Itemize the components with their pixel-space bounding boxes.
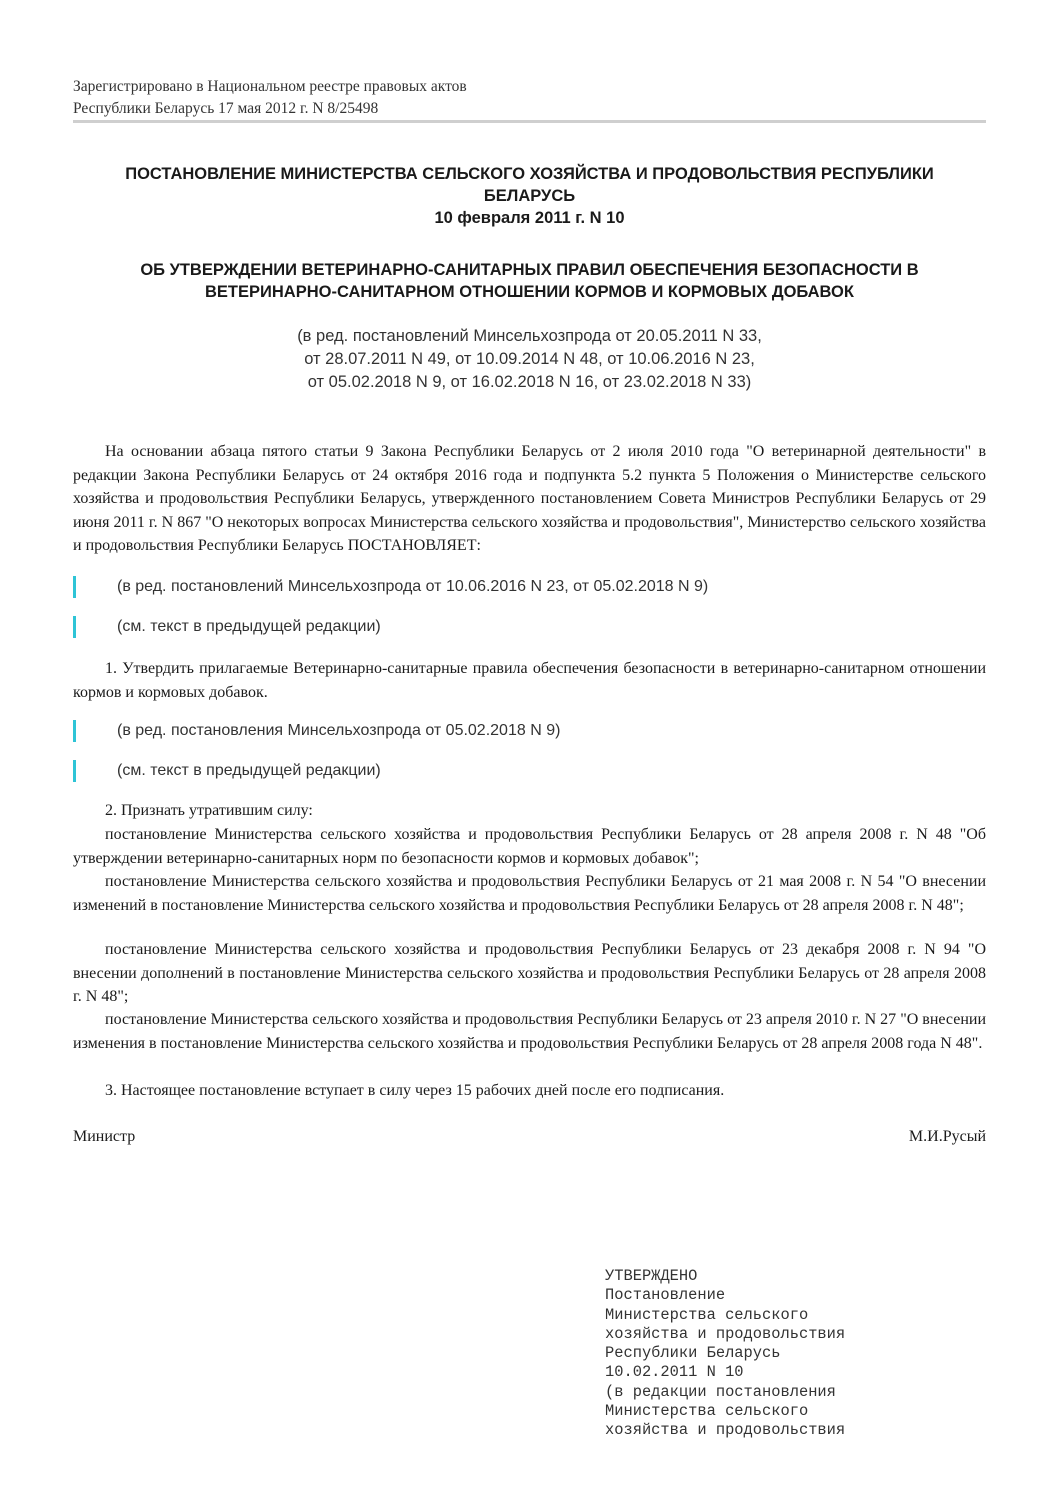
- signatory-role: Министр: [73, 1128, 136, 1145]
- edition-note-text: (в ред. постановлений Минсельхозпрода от 10.06.2016 N 23, от 05.02.2018 N 9): [117, 578, 709, 595]
- repealed-act-4: постановление Министерства сельского хозяйства и продовольствия Республики Беларусь от 23 апреля 2010 г. N 27 "О внесении изменения в постановление Министерства сельского хозяйства и продовольствия Республики Беларусь от 28 апреля 2008 года N 48".: [73, 1011, 986, 1052]
- previous-edition-text: (см. текст в предыдущей редакции): [117, 618, 381, 635]
- approval-line: Постановление: [605, 1286, 726, 1305]
- title-line-1: ПОСТАНОВЛЕНИЕ МИНИСТЕРСТВА СЕЛЬСКОГО ХОЗЯЙСТВА И ПРОДОВОЛЬСТВИЯ РЕСПУБЛИКИ: [125, 165, 934, 183]
- edition-marker-icon: [73, 576, 76, 598]
- approval-line: (в редакции постановления: [605, 1382, 836, 1401]
- edition-marker-icon: [73, 720, 76, 742]
- repealed-act-2: постановление Министерства сельского хозяйства и продовольствия Республики Беларусь от 21 мая 2008 г. N 54 "О внесении изменений в постановление Министерства сельского хозяйства и продовольствия Республики Беларусь от 28 апреля 2008 г. N 48";: [73, 873, 986, 914]
- edition-note-text: (в ред. постановления Минсельхозпрода от 05.02.2018 N 9): [117, 722, 561, 739]
- approval-line: хозяйства и продовольствия: [605, 1324, 846, 1343]
- approval-stamp: [605, 1267, 845, 1441]
- item-1-paragraph: 1. Утвердить прилагаемые Ветеринарно-санитарные правила обеспечения безопасности в ветеринарно-санитарном отношении кормов и кормовых добавок.: [73, 660, 986, 701]
- edition-marker-icon: [73, 616, 76, 638]
- approval-line: Республики Беларусь: [605, 1344, 781, 1363]
- document-subject: [73, 259, 986, 303]
- repealed-act-1: постановление Министерства сельского хозяйства и продовольствия Республики Беларусь от 28 апреля 2008 г. N 48 "Об утверждении ветеринарно-санитарных норм по безопасности кормов и кормовых добавок";: [73, 826, 986, 867]
- subject-line-1: ОБ УТВЕРЖДЕНИИ ВЕТЕРИНАРНО-САНИТАРНЫХ ПРАВИЛ ОБЕСПЕЧЕНИЯ БЕЗОПАСНОСТИ В: [140, 261, 919, 279]
- document-title: [73, 163, 986, 229]
- registration-note: [73, 76, 467, 120]
- edition-line-3: от 05.02.2018 N 9, от 16.02.2018 N 16, от 23.02.2018 N 33): [307, 373, 752, 391]
- edition-line-1: (в ред. постановлений Минсельхозпрода от 20.05.2011 N 33,: [297, 327, 762, 345]
- approval-line: Министерства сельского: [605, 1305, 809, 1324]
- header-divider: [73, 120, 986, 123]
- item-3-paragraph: 3. Настоящее постановление вступает в силу через 15 рабочих дней после его подписания.: [105, 1082, 725, 1099]
- item-2-heading: 2. Признать утратившим силу:: [105, 802, 313, 819]
- repealed-act-3: постановление Министерства сельского хозяйства и продовольствия Республики Беларусь от 23 декабря 2008 г. N 94 "О внесении дополнений в постановление Министерства сельского хозяйства и продовольствия Республики Беларусь от 28 апреля 2008 г. N 48";: [73, 941, 986, 1006]
- edition-marker-icon: [73, 760, 76, 782]
- edition-history: [73, 325, 986, 394]
- approval-line: Министерства сельского: [605, 1402, 809, 1421]
- approval-line: хозяйства и продовольствия: [605, 1421, 846, 1440]
- approval-line: УТВЕРЖДЕНО: [605, 1267, 698, 1285]
- previous-edition-text: (см. текст в предыдущей редакции): [117, 762, 381, 779]
- title-date: 10 февраля 2011 г. N 10: [434, 209, 625, 227]
- title-line-2: БЕЛАРУСЬ: [483, 187, 576, 205]
- approval-line: 10.02.2011 N 10: [605, 1363, 744, 1382]
- preamble-paragraph: На основании абзаца пятого статьи 9 Закона Республики Беларусь от 2 июля 2010 года "О ветеринарной деятельности" в редакции Закона Республики Беларусь от 24 октября 2016 года и подпункта 5.2 пункта 5 Положения о Министерстве сельского хозяйства и продовольствия Республики Беларусь, утвержденного постановлением Совета Министров Республики Беларусь от 29 июня 2011 г. N 867 "О некоторых вопросах Министерства сельского хозяйства и продовольствия", Министерство сельского хозяйства и продовольствия Республики Беларусь ПОСТАНОВЛЯЕТ:: [73, 443, 986, 555]
- registration-line-1: Зарегистрировано в Национальном реестре правовых актов: [73, 78, 467, 95]
- subject-line-2: ВЕТЕРИНАРНО-САНИТАРНОМ ОТНОШЕНИИ КОРМОВ И КОРМОВЫХ ДОБАВОК: [205, 283, 854, 301]
- signatory-name: М.И.Русый: [908, 1128, 986, 1145]
- edition-line-2: от 28.07.2011 N 49, от 10.09.2014 N 48, от 10.06.2016 N 23,: [304, 350, 755, 368]
- registration-line-2: Республики Беларусь 17 мая 2012 г. N 8/25498: [73, 100, 379, 117]
